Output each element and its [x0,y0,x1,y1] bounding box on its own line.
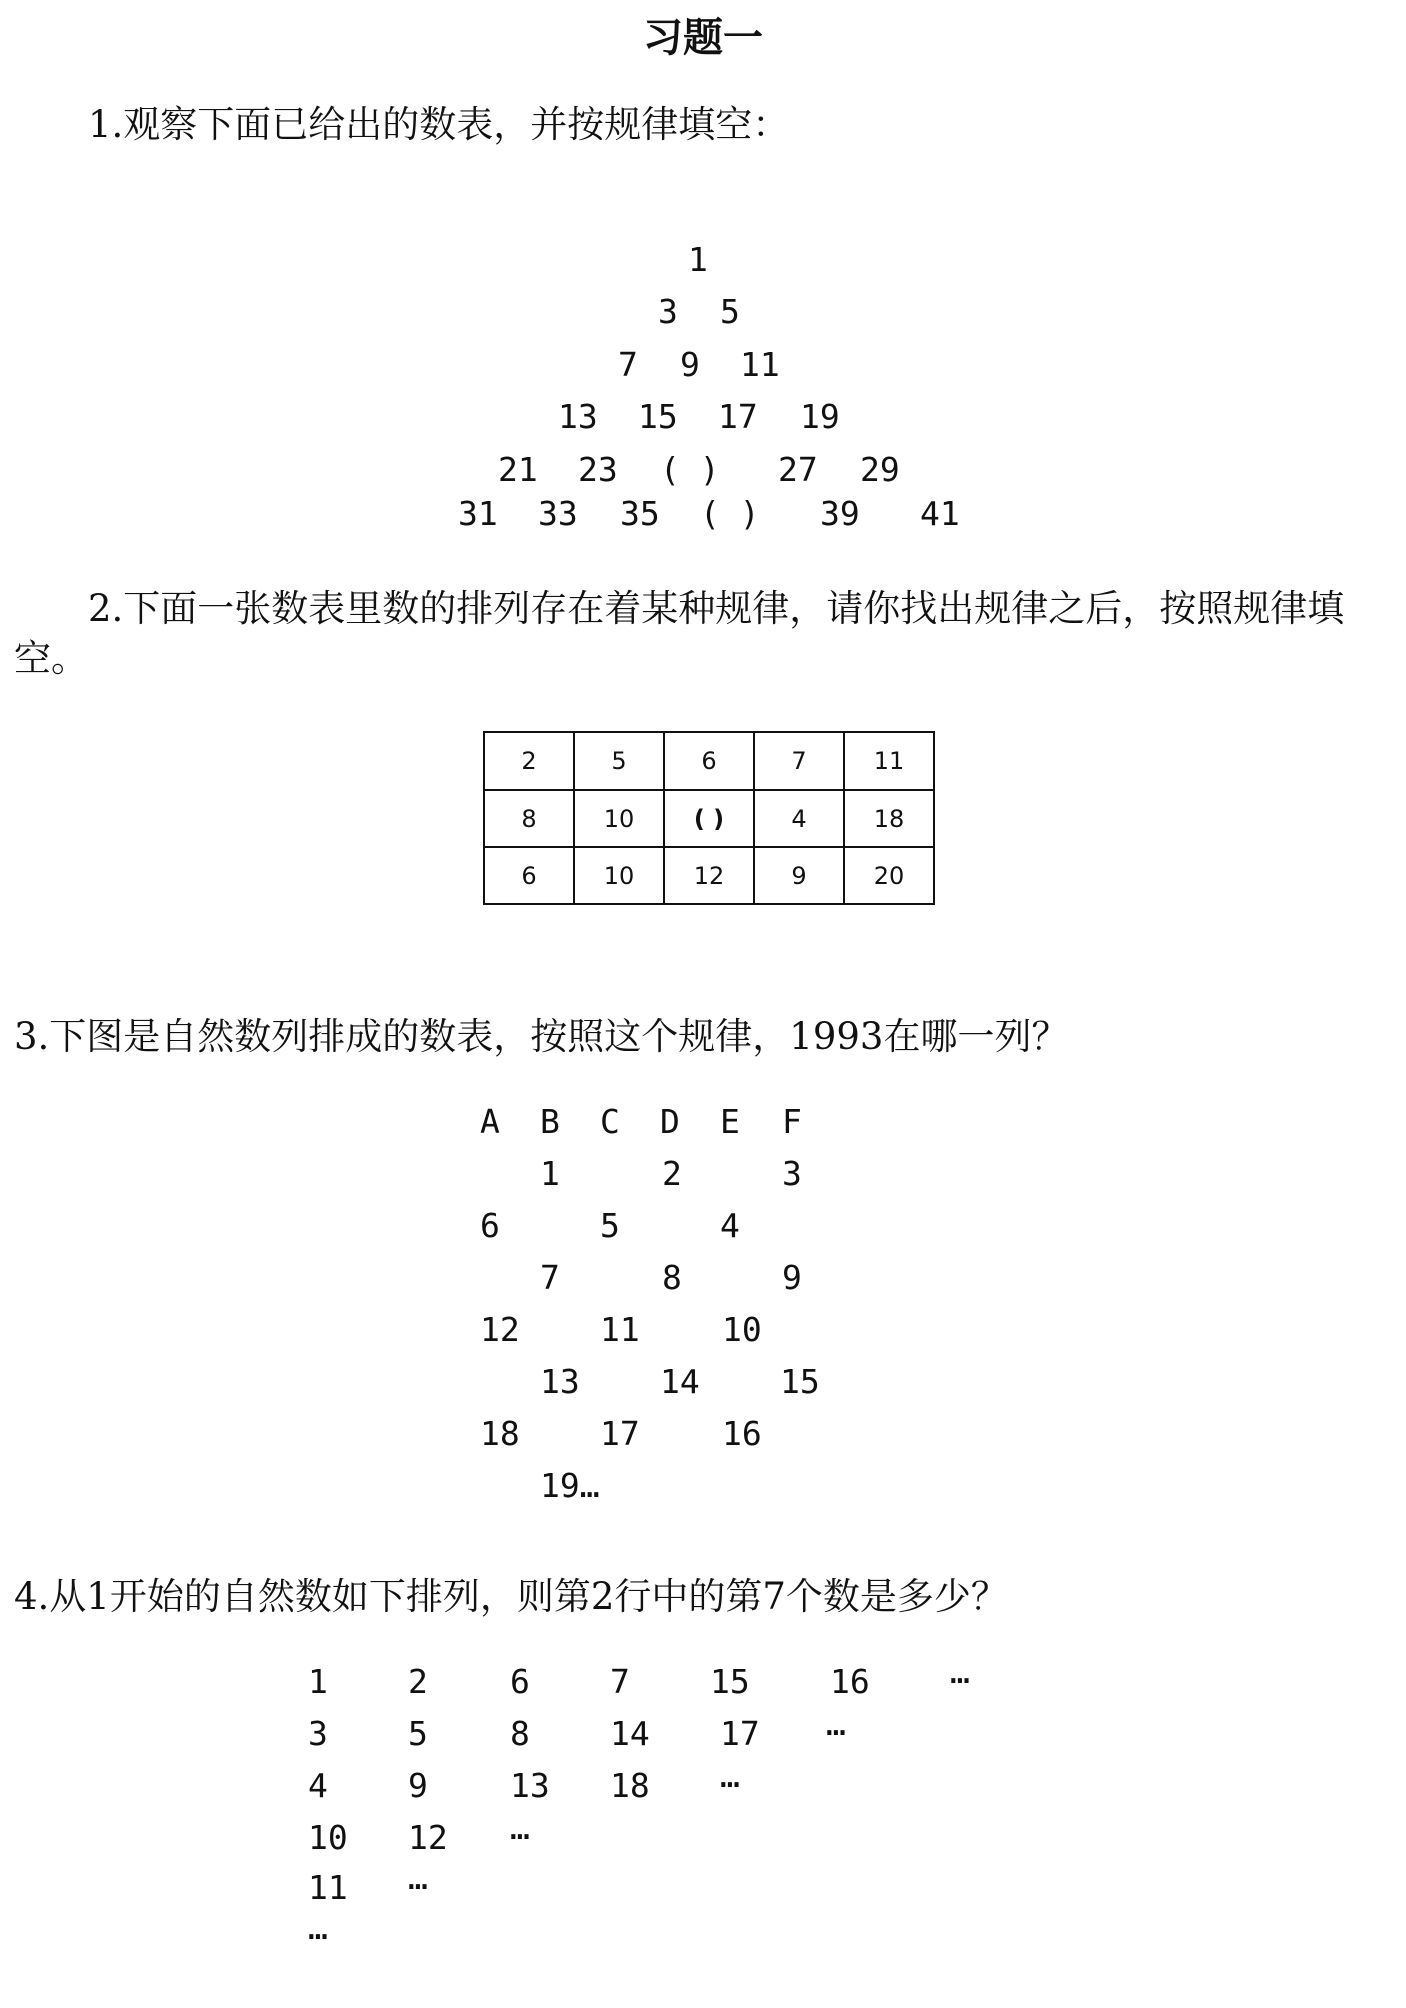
q3-cell: 13 [540,1362,580,1401]
q3-cell: 7 [540,1258,560,1297]
table-cell: 12 [664,847,754,904]
q4-cell: 6 [510,1662,530,1701]
q3-cell: 8 [662,1258,682,1297]
q3-cell: 10 [722,1310,762,1349]
table-cell: 8 [484,790,574,847]
q4-cell: 17 [720,1714,760,1753]
q4-cell: 12 [408,1818,448,1857]
page-title: 习题一 [643,14,763,61]
q3-cell: 9 [782,1258,802,1297]
q4-cell: 8 [510,1714,530,1753]
q3-cell: 12 [480,1310,520,1349]
q1-cell: 5 [720,292,740,331]
table-cell: 9 [754,847,844,904]
q4-cell: 18 [610,1766,650,1805]
q3-cell: 3 [782,1154,802,1193]
q3-column-header: F [782,1102,802,1141]
table-cell: 18 [844,790,934,847]
table-cell: 2 [484,732,574,790]
q1-cell: 15 [638,397,678,436]
q3-column-header: B [540,1102,560,1141]
q4-cell: 10 [308,1818,348,1857]
q3-column-header: A [480,1102,500,1141]
q1-cell: 35 [620,494,660,533]
table-cell: 10 [574,847,664,904]
table-cell: 11 [844,732,934,790]
q3-column-header: D [660,1102,680,1141]
question-2-text: 2.下面一张数表里数的排列存在着某种规律，请你找出规律之后，按照规律填空。 [14,587,1345,680]
q3-cell: 2 [662,1154,682,1193]
q3-cell: 18 [480,1414,520,1453]
q1-cell: 33 [538,494,578,533]
table-cell: 7 [754,732,844,790]
q1-cell: 13 [558,397,598,436]
q4-ellipsis: … [510,1808,530,1847]
q1-blank: ( ) [660,450,720,489]
q1-cell: 41 [920,494,960,533]
q4-cell: 2 [408,1662,428,1701]
table-row [484,732,934,790]
q3-cell: 5 [600,1206,620,1245]
q1-cell: 7 [618,345,638,384]
q4-ellipsis: … [308,1908,328,1947]
q1-cell: 9 [680,345,700,384]
q1-cell: 27 [778,450,818,489]
table-row [484,790,934,847]
q1-cell: 17 [718,397,758,436]
q1-cell: 21 [498,450,538,489]
q4-cell: 15 [710,1662,750,1701]
table-cell: 6 [484,847,574,904]
q1-cell: 39 [820,494,860,533]
q3-column-header: E [720,1102,740,1141]
q1-cell: 11 [740,345,780,384]
table-cell: 6 [664,732,754,790]
q1-cell: 23 [578,450,618,489]
q4-ellipsis: … [950,1652,970,1691]
q3-cell: 19… [540,1466,600,1505]
table-row [484,847,934,904]
q4-cell: 13 [510,1766,550,1805]
q4-cell: 5 [408,1714,428,1753]
q1-cell: 3 [658,292,678,331]
table-cell: 4 [754,790,844,847]
q4-cell: 1 [308,1662,328,1701]
q3-cell: 11 [600,1310,640,1349]
q4-cell: 9 [408,1766,428,1805]
q1-cell: 1 [688,240,708,279]
q4-cell: 11 [308,1868,348,1907]
table-cell: 20 [844,847,934,904]
q1-cell: 31 [458,494,498,533]
q4-ellipsis: … [826,1704,846,1743]
q3-cell: 15 [780,1362,820,1401]
q1-blank: ( ) [700,494,760,533]
q3-cell: 1 [540,1154,560,1193]
q4-ellipsis: … [408,1858,428,1897]
q3-cell: 6 [480,1206,500,1245]
q3-cell: 14 [660,1362,700,1401]
q1-cell: 29 [860,450,900,489]
q3-cell: 16 [722,1414,762,1453]
q3-cell: 17 [600,1414,640,1453]
table-cell: 10 [574,790,664,847]
q4-cell: 4 [308,1766,328,1805]
q3-cell: 4 [720,1206,740,1245]
q3-column-header: C [600,1102,620,1141]
q4-ellipsis: … [720,1756,740,1795]
question-3-text: 3.下图是自然数列排成的数表，按照这个规律，1993在哪一列？ [14,1015,1069,1058]
q1-cell: 19 [800,397,840,436]
q4-cell: 16 [830,1662,870,1701]
question-4-text: 4.从1开始的自然数如下排列，则第2行中的第7个数是多少？ [14,1575,1008,1618]
q4-cell: 3 [308,1714,328,1753]
table-blank-cell: ( ) [664,790,754,847]
table-cell: 5 [574,732,664,790]
q4-cell: 7 [610,1662,630,1701]
q4-cell: 14 [610,1714,650,1753]
q2-number-table [483,731,935,905]
question-1-text: 1.观察下面已给出的数表，并按规律填空： [88,103,790,146]
